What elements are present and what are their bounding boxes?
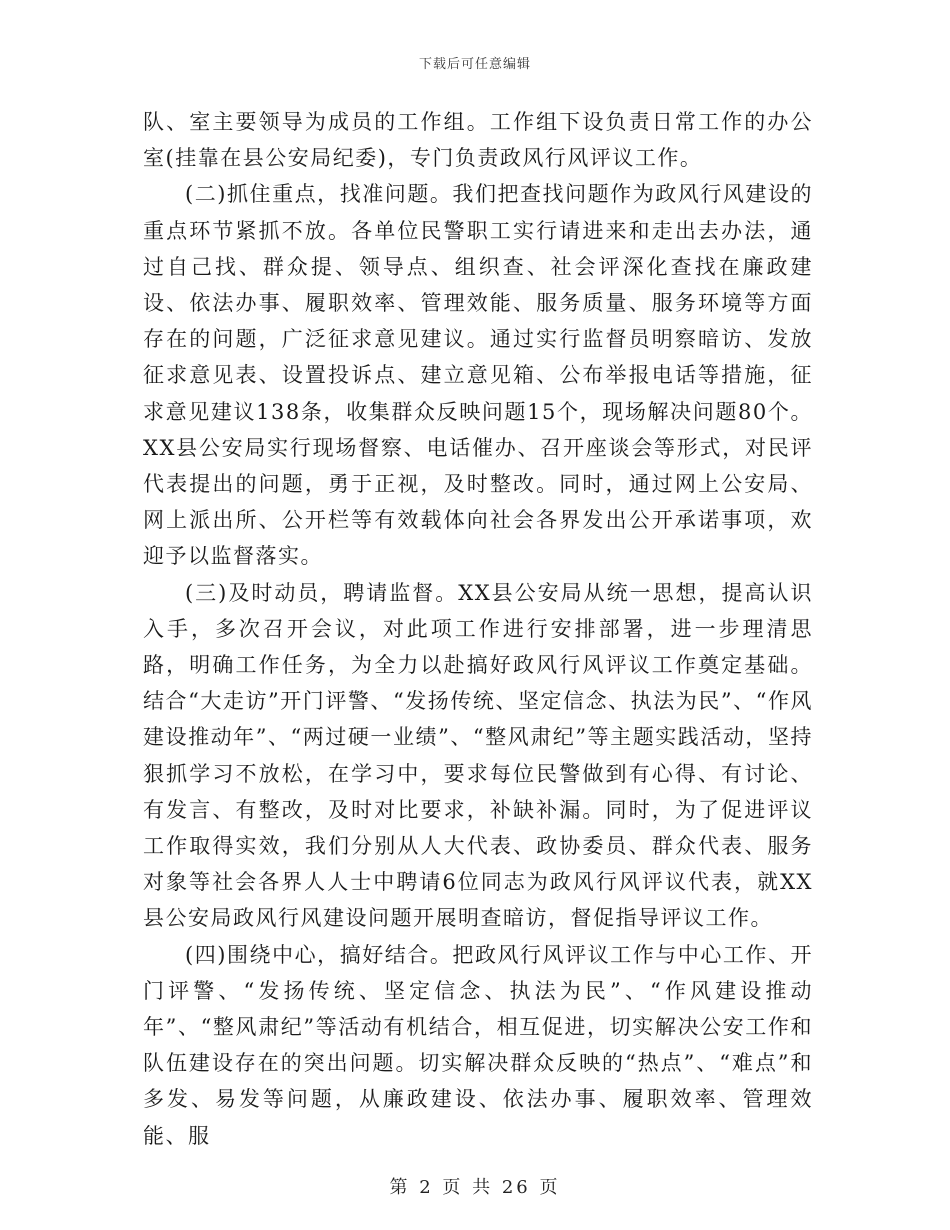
paragraph-section-3: (三)及时动员，聘请监督。XX县公安局从统一思想，提高认识入手，多次召开会议，对此项工作进行安排部署，进一步理清思路，明确工作任务，为全力以赴搞好政风行风评议工作奠定基础。结合“大走访”开门评警、“发扬传统、坚定信念、执法为民”、“作风建设推动年”、“两过硬一业绩”、“整风肃纪”等主题实践活动，坚持狠抓学习不放松，在学习中，要求每位民警做到有心得、有讨论、有发言、有整改，及时对比要求，补缺补漏。同时，为了促进评议工作取得实效，我们分别从人大代表、政协委员、群众代表、服务对象等社会各界人人士中聘请6位同志为政风行风评议代表，就XX县公安局政风行风建设问题开展明查暗访，督促指导评议工作。 (143, 580, 813, 931)
document-body (143, 104, 813, 1154)
page-header: 下载后可任意编辑 (418, 57, 531, 72)
paragraph-continuation: 队、室主要领导为成员的工作组。工作组下设负责日常工作的办公室(挂靠在县公安局纪委)，专门负责政风行风评议工作。 (143, 110, 813, 171)
page-number-footer: 第 2 页 共 26 页 (389, 1177, 561, 1198)
paragraph-section-4: (四)围绕中心，搞好结合。把政风行风评议工作与中心工作、开门评警、“发扬传统、坚定信念、执法为民”、“作风建设推动年”、“整风肃纪”等活动有机结合，相互促进，切实解决公安工作和队伍建设存在的突出问题。切实解决群众反映的“热点”、“难点”和多发、易发等问题，从廉政建设、依法办事、履职效率、管理效能、服 (143, 942, 813, 1148)
paragraph-section-2: (二)抓住重点，找准问题。我们把查找问题作为政风行风建设的重点环节紧抓不放。各单位民警职工实行请进来和走出去办法，通过自己找、群众提、领导点、组织查、社会评深化查找在廉政建设、依法办事、履职效率、管理效能、服务质量、服务环境等方面存在的问题，广泛征求意见建议。通过实行监督员明察暗访、发放征求意见表、设置投诉点、建立意见箱、公布举报电话等措施，征求意见建议138条，收集群众反映问题15个，现场解决问题80个。XX县公安局实行现场督察、电话催办、召开座谈会等形式，对民评代表提出的问题，勇于正视，及时整改。同时，通过网上公安局、网上派出所、公开栏等有效载体向社会各界发出公开承诺事项，欢迎予以监督落实。 (143, 182, 813, 569)
